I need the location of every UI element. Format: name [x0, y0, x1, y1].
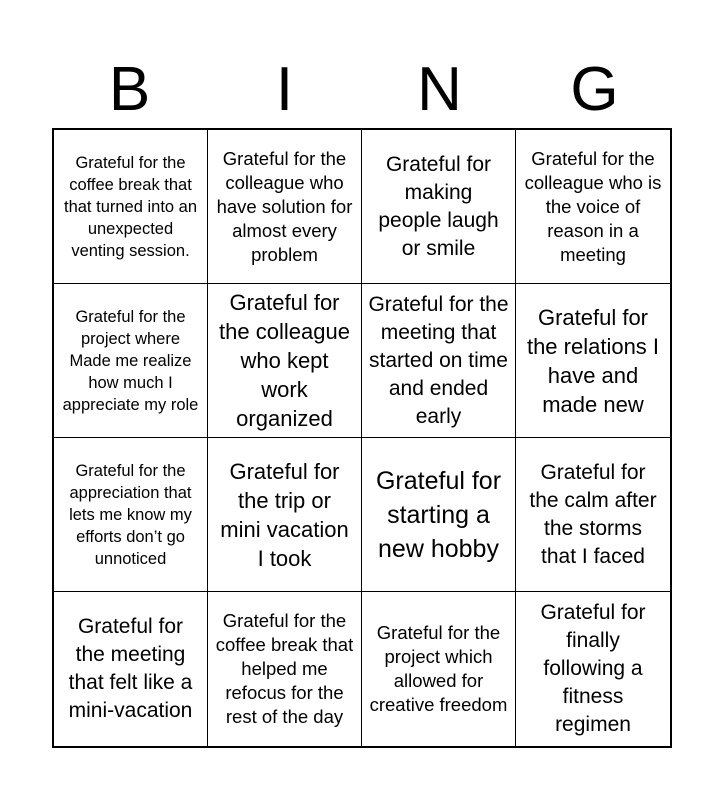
bingo-cell-text: Grateful for the meeting that started on time and ended early: [368, 292, 509, 428]
bingo-cell-r3c1[interactable]: [54, 438, 208, 592]
bingo-cell-r4c1[interactable]: [54, 592, 208, 746]
bingo-cell-r2c4[interactable]: [516, 284, 670, 438]
bingo-cell-r2c1[interactable]: [54, 284, 208, 438]
bingo-cell-text: Grateful for the coffee break that that turned into an unexpected venting session.: [64, 153, 198, 260]
bingo-cell-text: Grateful for the colleague who kept work organized: [219, 290, 350, 431]
bingo-cell-r4c2[interactable]: [208, 592, 362, 746]
bingo-cell-text: Grateful for starting a new hobby: [375, 466, 502, 563]
bingo-cell-text: Grateful for the project which allowed for creative freedom: [369, 622, 508, 715]
bingo-cell-r4c4[interactable]: [516, 592, 670, 746]
bingo-cell-text: Grateful for the appreciation that lets me know my efforts don’t go unnoticed: [69, 461, 192, 568]
bingo-board: [52, 128, 672, 748]
bingo-cell-text: Grateful for the relations I have and made new: [526, 304, 660, 417]
header-letter-i: I: [275, 55, 294, 124]
header-letter-n: N: [417, 55, 462, 124]
bingo-cell-r1c1[interactable]: [54, 130, 208, 284]
bingo-cell-r1c4[interactable]: [516, 130, 670, 284]
header-letter-b: B: [108, 55, 151, 124]
bingo-cell-r1c2[interactable]: [208, 130, 362, 284]
bingo-cell-text: Grateful for the project where Made me realize how much I appreciate my role: [62, 307, 199, 414]
bingo-cell-text: Grateful for the calm after the storms that I faced: [529, 460, 657, 568]
bingo-cell-text: Grateful for the meeting that felt like a mini-vacation: [68, 615, 193, 722]
bingo-cell-r1c3[interactable]: [362, 130, 516, 284]
bingo-cell-r4c3[interactable]: [362, 592, 516, 746]
bingo-cell-r2c3[interactable]: [362, 284, 516, 438]
bingo-cell-r3c3[interactable]: [362, 438, 516, 592]
bingo-cell-r3c4[interactable]: [516, 438, 670, 592]
bingo-cell-text: Grateful for the coffee break that helped me refocus for the rest of the day: [215, 610, 354, 727]
bingo-cell-text: Grateful for the colleague who have solution for almost every problem: [216, 147, 353, 265]
bingo-header: [52, 52, 672, 128]
bingo-cell-text: Grateful for the trip or mini vacation I took: [220, 458, 349, 571]
bingo-cell-text: Grateful for finally following a fitness regimen: [540, 601, 646, 736]
bingo-cell-text: Grateful for the colleague who is the voice of reason in a meeting: [524, 147, 662, 265]
bingo-cell-r2c2[interactable]: [208, 284, 362, 438]
header-letter-g: G: [570, 55, 619, 124]
bingo-cell-text: Grateful for making people laugh or smile: [378, 152, 499, 260]
bingo-cell-r3c2[interactable]: [208, 438, 362, 592]
